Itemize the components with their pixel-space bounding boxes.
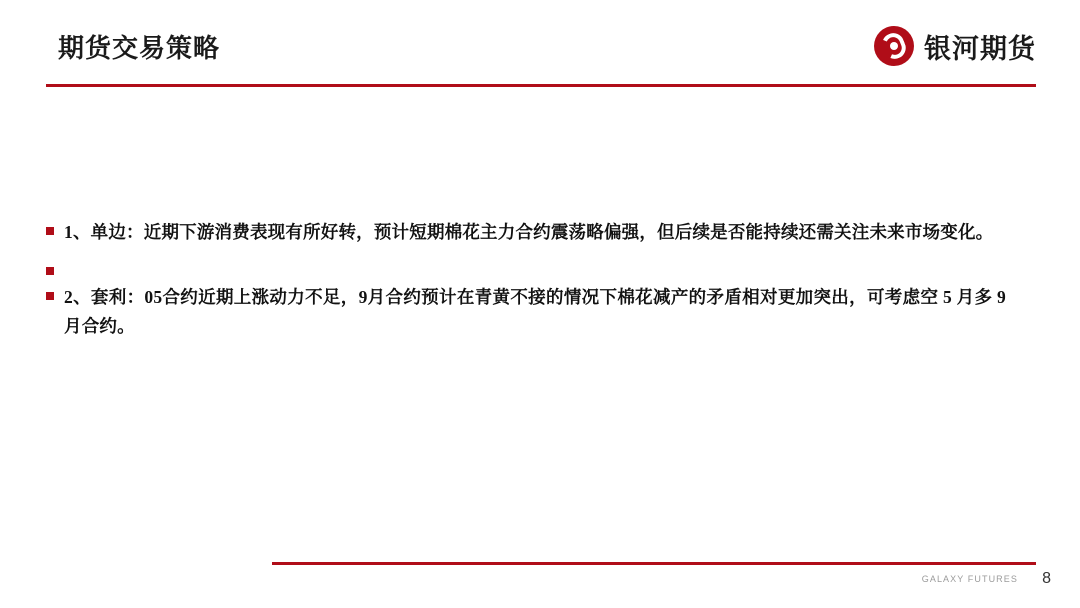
list-item: [46, 218, 1006, 246]
list-item: [46, 283, 1006, 340]
page-number: 8: [1042, 570, 1051, 587]
square-bullet-icon: [46, 267, 54, 275]
square-bullet-icon: [46, 227, 54, 235]
footer-divider: [272, 562, 1036, 565]
list-item: [46, 258, 1006, 275]
brand-name: 银河期货: [924, 33, 1036, 64]
page-title: 期货交易策略: [58, 33, 221, 63]
galaxy-futures-logo-icon: [874, 26, 914, 66]
header-divider: [46, 84, 1036, 87]
footer-brand: GALAXY FUTURES: [921, 574, 1018, 584]
list-item-text: 2、套利：05合约近期上涨动力不足，9月合约预计在青黄不接的情况下棉花减产的矛盾相对更加突出，可考虑空 5 月多 9 月合约。: [64, 287, 1006, 336]
list-item-text: 1、单边：近期下游消费表现有所好转，预计短期棉花主力合约震荡略偏强，但后续是否能持续还需关注未来市场变化。: [64, 222, 994, 242]
body-content: [46, 218, 1006, 352]
brand-logo: [874, 26, 1036, 66]
square-bullet-icon: [46, 292, 54, 300]
